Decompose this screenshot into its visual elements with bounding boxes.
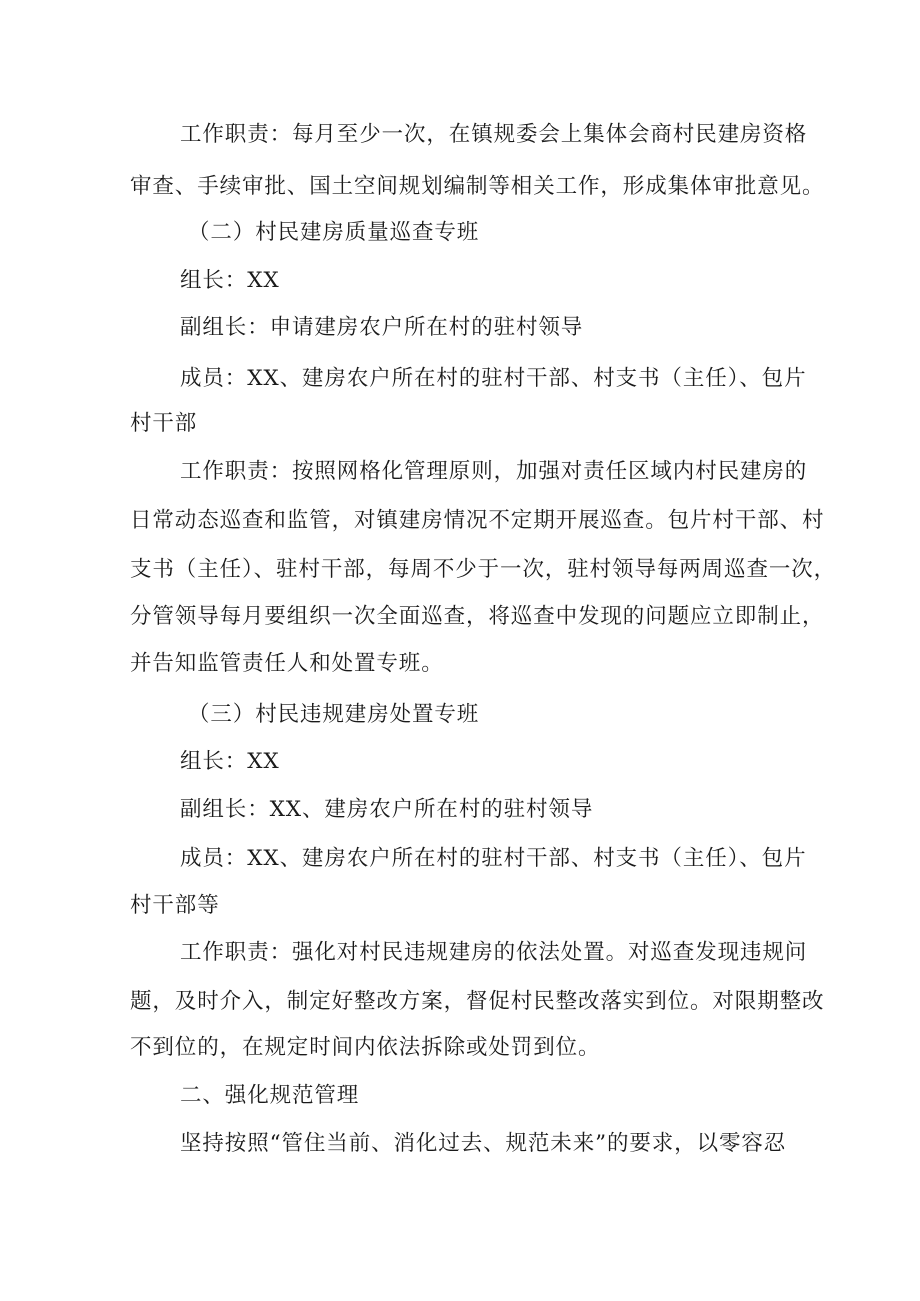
members-2-line-2: 村干部 bbox=[130, 411, 198, 436]
members-3-line-2: 村干部等 bbox=[130, 893, 220, 918]
duty-1-line-2: 审查、手续审批、国土空间规划编制等相关工作，形成集体审批意见。 bbox=[130, 174, 825, 199]
heading-quality-inspection: （二）村民建房质量巡查专班 bbox=[188, 220, 480, 245]
duty-2-line-2: 日常动态巡查和监管，对镇建房情况不定期开展巡查。包片村干部、村 bbox=[130, 508, 825, 533]
duty-2-line-5: 并告知监管责任人和处置专班。 bbox=[130, 651, 444, 676]
duty-3-line-1: 工作职责：强化对村民违规建房的依法处置。对巡查发现违规问 bbox=[180, 940, 808, 965]
duty-2-line-1: 工作职责：按照网格化管理原则，加强对责任区域内村民建房的 bbox=[180, 459, 808, 484]
duty-1-line-1: 工作职责：每月至少一次，在镇规委会上集体会商村民建房资格 bbox=[180, 122, 808, 147]
heading-violation-disposal: （三）村民违规建房处置专班 bbox=[188, 702, 480, 727]
members-3-line-1: 成员：XX、建房农户所在村的驻村干部、村支书（主任）、包片 bbox=[180, 846, 807, 871]
leader-2: 组长：XX bbox=[180, 268, 280, 293]
deputy-leader-3: 副组长：XX、建房农户所在村的驻村领导 bbox=[180, 797, 594, 822]
section-2-paragraph-line-1: 坚持按照“管住当前、消化过去、规范未来”的要求，以零容忍 bbox=[180, 1131, 787, 1156]
deputy-leader-2: 副组长：申请建房农户所在村的驻村领导 bbox=[180, 315, 584, 340]
duty-3-line-3: 不到位的，在规定时间内依法拆除或处罚到位。 bbox=[130, 1035, 601, 1060]
duty-2-line-4: 分管领导每月要组织一次全面巡查，将巡查中发现的问题应立即制止， bbox=[130, 604, 825, 629]
duty-3-line-2: 题，及时介入，制定好整改方案，督促村民整改落实到位。对限期整改 bbox=[130, 989, 825, 1014]
duty-2-line-3: 支书（主任）、驻村干部，每周不少于一次，驻村领导每两周巡查一次， bbox=[130, 557, 837, 582]
members-2-line-1: 成员：XX、建房农户所在村的驻村干部、村支书（主任）、包片 bbox=[180, 366, 807, 391]
leader-3: 组长：XX bbox=[180, 749, 280, 774]
section-heading-standardize-management: 二、强化规范管理 bbox=[180, 1083, 360, 1108]
